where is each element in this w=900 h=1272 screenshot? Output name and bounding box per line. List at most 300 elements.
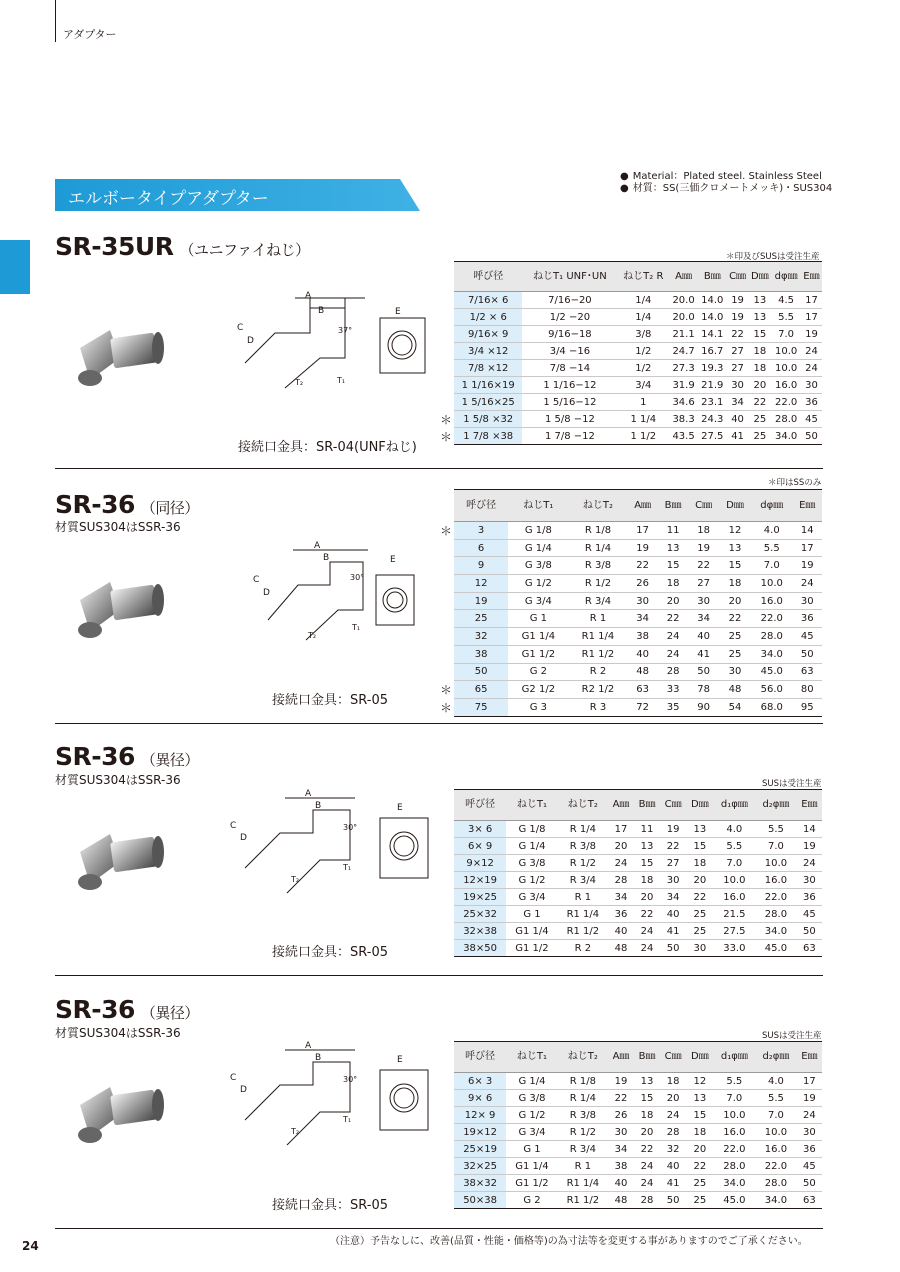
table-cell: 18 xyxy=(688,522,719,540)
nominal-size-cell: 7/8 ×12 xyxy=(454,360,522,377)
table-cell: 22 xyxy=(749,394,772,411)
table-cell: 19 xyxy=(727,309,749,326)
table-cell: 32 xyxy=(660,1141,686,1158)
table-cell: 18 xyxy=(634,1107,660,1124)
table-cell: 24 xyxy=(658,645,688,663)
column-header: d₂φ㎜ xyxy=(755,790,797,821)
table-cell: R 1/8 xyxy=(558,1073,608,1090)
table-cell: 36 xyxy=(801,394,822,411)
connector-label: 接続口金具：SR-05 xyxy=(272,693,388,708)
order-only-star: ＊ xyxy=(440,683,453,698)
table-cell: G 1/4 xyxy=(506,838,558,855)
table-row xyxy=(454,645,822,663)
table-cell: G 1 xyxy=(506,906,558,923)
dim-label-b: B xyxy=(315,1053,322,1063)
table-cell: 22 xyxy=(719,610,751,628)
table-cell: 48 xyxy=(608,940,634,957)
column-header: C㎜ xyxy=(660,790,686,821)
table-cell: 16.0 xyxy=(755,1141,797,1158)
table-row xyxy=(454,539,822,557)
nominal-size-cell: 6 xyxy=(454,539,508,557)
table-cell: 27.5 xyxy=(714,923,756,940)
table-cell: 5.5 xyxy=(771,309,801,326)
nominal-size-cell: 50 xyxy=(454,663,508,681)
table-cell: 28.0 xyxy=(755,906,797,923)
table-cell: 7/8 −14 xyxy=(522,360,617,377)
table-cell: R1 1/2 xyxy=(558,923,608,940)
table-row xyxy=(454,906,822,923)
spec-table-1 xyxy=(454,489,822,717)
table-cell: 45 xyxy=(797,906,822,923)
nominal-size-cell: 19×25 xyxy=(454,889,506,906)
table-cell: 20 xyxy=(608,838,634,855)
table-cell: 41 xyxy=(660,1175,686,1192)
table-cell: G 2 xyxy=(506,1192,558,1209)
nominal-size-cell: 12×19 xyxy=(454,872,506,889)
table-cell: 1 7/8 −12 xyxy=(522,428,617,445)
table-cell: 45.0 xyxy=(751,663,792,681)
table-cell: G1 1/2 xyxy=(508,645,568,663)
table-cell: 4.0 xyxy=(755,1073,797,1090)
angle-label: 30° xyxy=(343,823,358,832)
table-cell: G 1 xyxy=(508,610,568,628)
table-cell: 23.1 xyxy=(698,394,727,411)
table-row xyxy=(454,428,822,445)
dim-label-c: C xyxy=(237,323,244,333)
table-cell: 22 xyxy=(686,889,713,906)
table-cell: 20 xyxy=(686,872,713,889)
table-cell: G 1/4 xyxy=(506,1073,558,1090)
nominal-size-cell: 3× 6 xyxy=(454,821,506,838)
thread-label-t2: T₂ xyxy=(291,1127,300,1136)
table-cell: 19 xyxy=(797,1090,822,1107)
table-row xyxy=(454,663,822,681)
connector-label: 接続口金具：SR-05 xyxy=(272,945,388,960)
table-cell: 7/16−20 xyxy=(522,292,617,309)
table-row xyxy=(454,821,822,838)
technical-drawing xyxy=(225,1040,445,1160)
table-cell: R 3/8 xyxy=(558,1107,608,1124)
table-cell: 1/4 xyxy=(617,309,669,326)
table-cell: 17 xyxy=(792,539,822,557)
nominal-size-cell: 65 xyxy=(454,681,508,699)
material-note: 材質SUS304はSSR-36 xyxy=(55,773,181,787)
technical-drawing xyxy=(248,540,438,655)
table-cell: 22 xyxy=(686,1158,713,1175)
table-cell: 45 xyxy=(797,1158,822,1175)
nominal-size-cell: 9×12 xyxy=(454,855,506,872)
table-cell: 13 xyxy=(634,1073,660,1090)
nominal-size-cell: 3 xyxy=(454,522,508,540)
table-cell: 41 xyxy=(660,923,686,940)
table-cell: R 2 xyxy=(569,663,628,681)
table-row xyxy=(454,575,822,593)
table-cell: 18 xyxy=(719,575,751,593)
table-cell: 17 xyxy=(797,1073,822,1090)
table-cell: G 2 xyxy=(508,663,568,681)
table-cell: R 1/2 xyxy=(569,575,628,593)
table-cell: 30 xyxy=(686,940,713,957)
model-name: SR-35UR xyxy=(55,232,174,261)
table-cell: 22 xyxy=(627,557,657,575)
table-cell: 17 xyxy=(801,309,822,326)
table-cell: 25 xyxy=(686,906,713,923)
table-header-row xyxy=(454,790,822,821)
table-row xyxy=(454,411,822,428)
table-cell: 10.0 xyxy=(771,360,801,377)
connector-label: 接続口金具：SR-04(UNFねじ) xyxy=(238,440,417,455)
table-cell: 27.3 xyxy=(669,360,698,377)
table-cell: 14.0 xyxy=(698,292,727,309)
nominal-size-cell: 25×32 xyxy=(454,906,506,923)
table-cell: 20 xyxy=(658,592,688,610)
dim-label-d: D xyxy=(263,588,270,598)
column-header: D㎜ xyxy=(686,790,713,821)
angle-label: 37° xyxy=(338,326,353,335)
table-cell: 13 xyxy=(719,539,751,557)
table-cell: 24 xyxy=(797,1107,822,1124)
table-row xyxy=(454,394,822,411)
table-cell: 45 xyxy=(801,411,822,428)
model-name: SR-36 xyxy=(55,742,135,771)
table-cell: 22.0 xyxy=(755,1158,797,1175)
nominal-size-cell: 1 5/16×25 xyxy=(454,394,522,411)
table-cell: 45.0 xyxy=(755,940,797,957)
table-cell: R1 1/4 xyxy=(558,1175,608,1192)
table-cell: 19 xyxy=(660,821,686,838)
table-cell: 90 xyxy=(688,698,719,716)
table-row xyxy=(454,1073,822,1090)
table-cell: 30 xyxy=(719,663,751,681)
table-cell: 27 xyxy=(727,343,749,360)
table-cell: 17 xyxy=(627,522,657,540)
column-header: 呼び径 xyxy=(454,262,522,292)
table-cell: 10.0 xyxy=(751,575,792,593)
table-cell: G1 1/4 xyxy=(506,1158,558,1175)
table-row xyxy=(454,326,822,343)
table-cell: 24.7 xyxy=(669,343,698,360)
product-photo xyxy=(70,570,170,650)
table-cell: G 3/4 xyxy=(506,1124,558,1141)
table-cell: 17 xyxy=(801,292,822,309)
model-title xyxy=(55,490,199,519)
table-cell: 7.0 xyxy=(771,326,801,343)
table-cell: 7.0 xyxy=(755,838,797,855)
connector-label: 接続口金具：SR-05 xyxy=(272,1198,388,1213)
thread-label-t1: T₁ xyxy=(337,376,346,385)
table-cell: 40 xyxy=(608,923,634,940)
material-note: 材質SUS304はSSR-36 xyxy=(55,1026,181,1040)
table-cell: 15 xyxy=(749,326,772,343)
material-line-ja: ● 材質：SS(三価クロメートメッキ)・SUS304 xyxy=(620,183,832,195)
order-only-star: ＊ xyxy=(440,430,453,444)
table-cell: 34 xyxy=(608,1141,634,1158)
table-cell: 1/2 −20 xyxy=(522,309,617,326)
table-cell: 22 xyxy=(688,557,719,575)
table-cell: 18 xyxy=(658,575,688,593)
table-cell: 24 xyxy=(792,575,822,593)
table-cell: 19 xyxy=(727,292,749,309)
table-cell: 28.0 xyxy=(751,628,792,646)
table-cell: 13 xyxy=(686,821,713,838)
order-only-star: ＊ xyxy=(440,413,453,427)
column-header: ねじT₁ xyxy=(508,490,568,522)
model-subtitle: （同径） xyxy=(140,499,199,517)
table-cell: 24 xyxy=(801,343,822,360)
table-cell: 38.3 xyxy=(669,411,698,428)
table-cell: 13 xyxy=(658,539,688,557)
table-note: ＊印はSSのみ xyxy=(768,478,822,488)
table-cell: 50 xyxy=(797,1175,822,1192)
table-cell: 13 xyxy=(749,292,772,309)
table-cell: 30 xyxy=(660,872,686,889)
section-divider xyxy=(55,1228,823,1229)
dim-label-e: E xyxy=(390,555,396,565)
table-cell: 24 xyxy=(801,360,822,377)
column-header: ねじT₂ xyxy=(558,1042,608,1073)
table-cell: 50 xyxy=(660,940,686,957)
table-cell: 11 xyxy=(634,821,660,838)
table-cell: 18 xyxy=(660,1073,686,1090)
table-row xyxy=(454,628,822,646)
table-cell: 34 xyxy=(608,889,634,906)
table-cell: R 1 xyxy=(558,1158,608,1175)
table-cell: 19 xyxy=(801,326,822,343)
column-header: 呼び径 xyxy=(454,1042,506,1073)
nominal-size-cell: 1 7/8 ×38 xyxy=(454,428,522,445)
banner-title: エルボータイプアダプター xyxy=(68,189,269,209)
table-cell: 16.0 xyxy=(755,872,797,889)
table-row xyxy=(454,1107,822,1124)
table-cell: R 1 xyxy=(569,610,628,628)
material-line-en: ● Material：Plated steel. Stainless Steel xyxy=(620,171,832,183)
table-cell: 30 xyxy=(627,592,657,610)
nominal-size-cell: 50×38 xyxy=(454,1192,506,1209)
dim-label-e: E xyxy=(395,307,401,317)
table-cell: G 1/8 xyxy=(508,522,568,540)
table-cell: 18 xyxy=(749,343,772,360)
table-cell: 1 5/16−12 xyxy=(522,394,617,411)
table-cell: 18 xyxy=(686,855,713,872)
column-header: ねじT₁ xyxy=(506,1042,558,1073)
table-cell: 4.0 xyxy=(714,821,756,838)
table-cell: 7.0 xyxy=(714,855,756,872)
nominal-size-cell: 7/16× 6 xyxy=(454,292,522,309)
table-cell: 30 xyxy=(797,1124,822,1141)
order-only-star: ＊ xyxy=(440,524,453,538)
table-cell: 63 xyxy=(797,1192,822,1209)
table-cell: 34 xyxy=(688,610,719,628)
table-cell: 38 xyxy=(627,628,657,646)
spec-table-0 xyxy=(454,261,822,445)
table-row xyxy=(454,681,822,699)
table-cell: 18 xyxy=(634,872,660,889)
model-subtitle: （ユニファイねじ） xyxy=(179,241,310,259)
dim-label-a: A xyxy=(305,1041,312,1051)
table-cell: 22.0 xyxy=(751,610,792,628)
table-cell: 24 xyxy=(634,1158,660,1175)
table-note: ＊印及びSUSは受注生産 xyxy=(726,252,820,262)
table-cell: 19 xyxy=(688,539,719,557)
table-cell: 7.0 xyxy=(751,557,792,575)
table-cell: 1 1/16−12 xyxy=(522,377,617,394)
table-cell: 24 xyxy=(634,923,660,940)
table-cell: 30 xyxy=(608,1124,634,1141)
spec-table-2 xyxy=(454,789,822,957)
dim-label-a: A xyxy=(314,541,321,551)
table-cell: 25 xyxy=(749,428,772,445)
table-cell: 34.0 xyxy=(714,1175,756,1192)
table-row xyxy=(454,343,822,360)
table-cell: R1 1/4 xyxy=(558,906,608,923)
table-cell: 26 xyxy=(627,575,657,593)
thread-label-t2: T₂ xyxy=(308,631,317,640)
table-cell: G 3 xyxy=(508,698,568,716)
table-cell: 21.5 xyxy=(714,906,756,923)
page-number: 24 xyxy=(22,1239,39,1253)
table-cell: 5.5 xyxy=(755,821,797,838)
table-cell: 31.9 xyxy=(669,377,698,394)
table-cell: 24 xyxy=(797,855,822,872)
table-cell: 63 xyxy=(797,940,822,957)
table-cell: R 1 xyxy=(558,889,608,906)
column-header: d₂φ㎜ xyxy=(755,1042,797,1073)
table-cell: 33 xyxy=(658,681,688,699)
table-cell: 36 xyxy=(608,906,634,923)
table-cell: 1 5/8 −12 xyxy=(522,411,617,428)
spec-table-3 xyxy=(454,1041,822,1209)
table-cell: 45 xyxy=(792,628,822,646)
table-cell: 7.0 xyxy=(714,1090,756,1107)
table-cell: 16.0 xyxy=(751,592,792,610)
table-cell: R 1/8 xyxy=(569,522,628,540)
model-name: SR-36 xyxy=(55,490,135,519)
table-row xyxy=(454,889,822,906)
table-cell: 41 xyxy=(727,428,749,445)
table-cell: G 1/2 xyxy=(508,575,568,593)
table-cell: 3/4 xyxy=(617,377,669,394)
table-cell: 4.0 xyxy=(751,522,792,540)
table-cell: R 2 xyxy=(558,940,608,957)
table-cell: 33.0 xyxy=(714,940,756,957)
table-cell: 5.5 xyxy=(755,1090,797,1107)
table-cell: 40 xyxy=(727,411,749,428)
column-header: d₁φ㎜ xyxy=(714,1042,756,1073)
table-row xyxy=(454,610,822,628)
column-header: B㎜ xyxy=(634,1042,660,1073)
dim-label-d: D xyxy=(240,1085,247,1095)
table-note: SUSは受注生産 xyxy=(762,1031,822,1041)
column-header: A㎜ xyxy=(608,790,634,821)
table-row xyxy=(454,522,822,540)
table-cell: G 1/4 xyxy=(508,539,568,557)
thread-label-t1: T₁ xyxy=(343,863,352,872)
table-cell: 24.3 xyxy=(698,411,727,428)
table-header-row xyxy=(454,490,822,522)
table-cell: 12 xyxy=(686,1073,713,1090)
table-cell: 3/4 −16 xyxy=(522,343,617,360)
table-row xyxy=(454,377,822,394)
column-header: A㎜ xyxy=(627,490,657,522)
nominal-size-cell: 38 xyxy=(454,645,508,663)
column-header: ねじT₁ UNF･UN xyxy=(522,262,617,292)
table-cell: 15 xyxy=(634,855,660,872)
table-cell: 34 xyxy=(627,610,657,628)
table-cell: G 3/8 xyxy=(506,1090,558,1107)
table-cell: 3/8 xyxy=(617,326,669,343)
table-cell: 19 xyxy=(797,838,822,855)
table-cell: 40 xyxy=(627,645,657,663)
nominal-size-cell: 19×12 xyxy=(454,1124,506,1141)
table-cell: 1 1/2 xyxy=(617,428,669,445)
table-cell: 19.3 xyxy=(698,360,727,377)
table-row xyxy=(454,557,822,575)
table-cell: 24 xyxy=(634,940,660,957)
table-cell: G1 1/2 xyxy=(506,1175,558,1192)
table-cell: 13 xyxy=(749,309,772,326)
material-spec xyxy=(620,171,832,195)
nominal-size-cell: 9 xyxy=(454,557,508,575)
table-cell: 56.0 xyxy=(751,681,792,699)
table-cell: 1/4 xyxy=(617,292,669,309)
table-header-row xyxy=(454,1042,822,1073)
table-cell: 54 xyxy=(719,698,751,716)
table-cell: 18 xyxy=(686,1124,713,1141)
table-cell: 34.6 xyxy=(669,394,698,411)
thread-label-t2: T₂ xyxy=(291,875,300,884)
table-cell: 12 xyxy=(719,522,751,540)
column-header: ねじT₁ xyxy=(506,790,558,821)
nominal-size-cell: 38×32 xyxy=(454,1175,506,1192)
table-cell: R 3/4 xyxy=(569,592,628,610)
table-cell: 10.0 xyxy=(714,872,756,889)
table-header-row xyxy=(454,262,822,292)
column-header: dφ㎜ xyxy=(771,262,801,292)
model-title xyxy=(55,742,199,771)
table-cell: 20.0 xyxy=(669,309,698,326)
table-cell: G 1/2 xyxy=(506,872,558,889)
model-subtitle: （異径） xyxy=(140,1004,199,1022)
column-header: 呼び径 xyxy=(454,790,506,821)
dim-label-e: E xyxy=(397,803,403,813)
table-cell: 5.5 xyxy=(751,539,792,557)
table-cell: 63 xyxy=(792,663,822,681)
side-index-tab xyxy=(0,240,30,294)
table-cell: 5.5 xyxy=(714,838,756,855)
table-cell: 28 xyxy=(634,1192,660,1209)
section-divider xyxy=(55,468,823,469)
table-row xyxy=(454,360,822,377)
table-cell: 16.0 xyxy=(771,377,801,394)
table-cell: 50 xyxy=(797,923,822,940)
table-cell: 22.0 xyxy=(714,1141,756,1158)
table-row xyxy=(454,1175,822,1192)
table-cell: G 3/8 xyxy=(508,557,568,575)
table-cell: 45.0 xyxy=(714,1192,756,1209)
table-cell: 16.0 xyxy=(714,889,756,906)
table-cell: 22.0 xyxy=(771,394,801,411)
table-cell: 10.0 xyxy=(755,855,797,872)
table-cell: 24 xyxy=(660,1107,686,1124)
table-cell: 22 xyxy=(727,326,749,343)
table-cell: 78 xyxy=(688,681,719,699)
table-cell: 28.0 xyxy=(771,411,801,428)
table-cell: 28 xyxy=(608,872,634,889)
table-cell: 7.0 xyxy=(755,1107,797,1124)
table-cell: 9/16−18 xyxy=(522,326,617,343)
table-row xyxy=(454,838,822,855)
table-cell: G2 1/2 xyxy=(508,681,568,699)
